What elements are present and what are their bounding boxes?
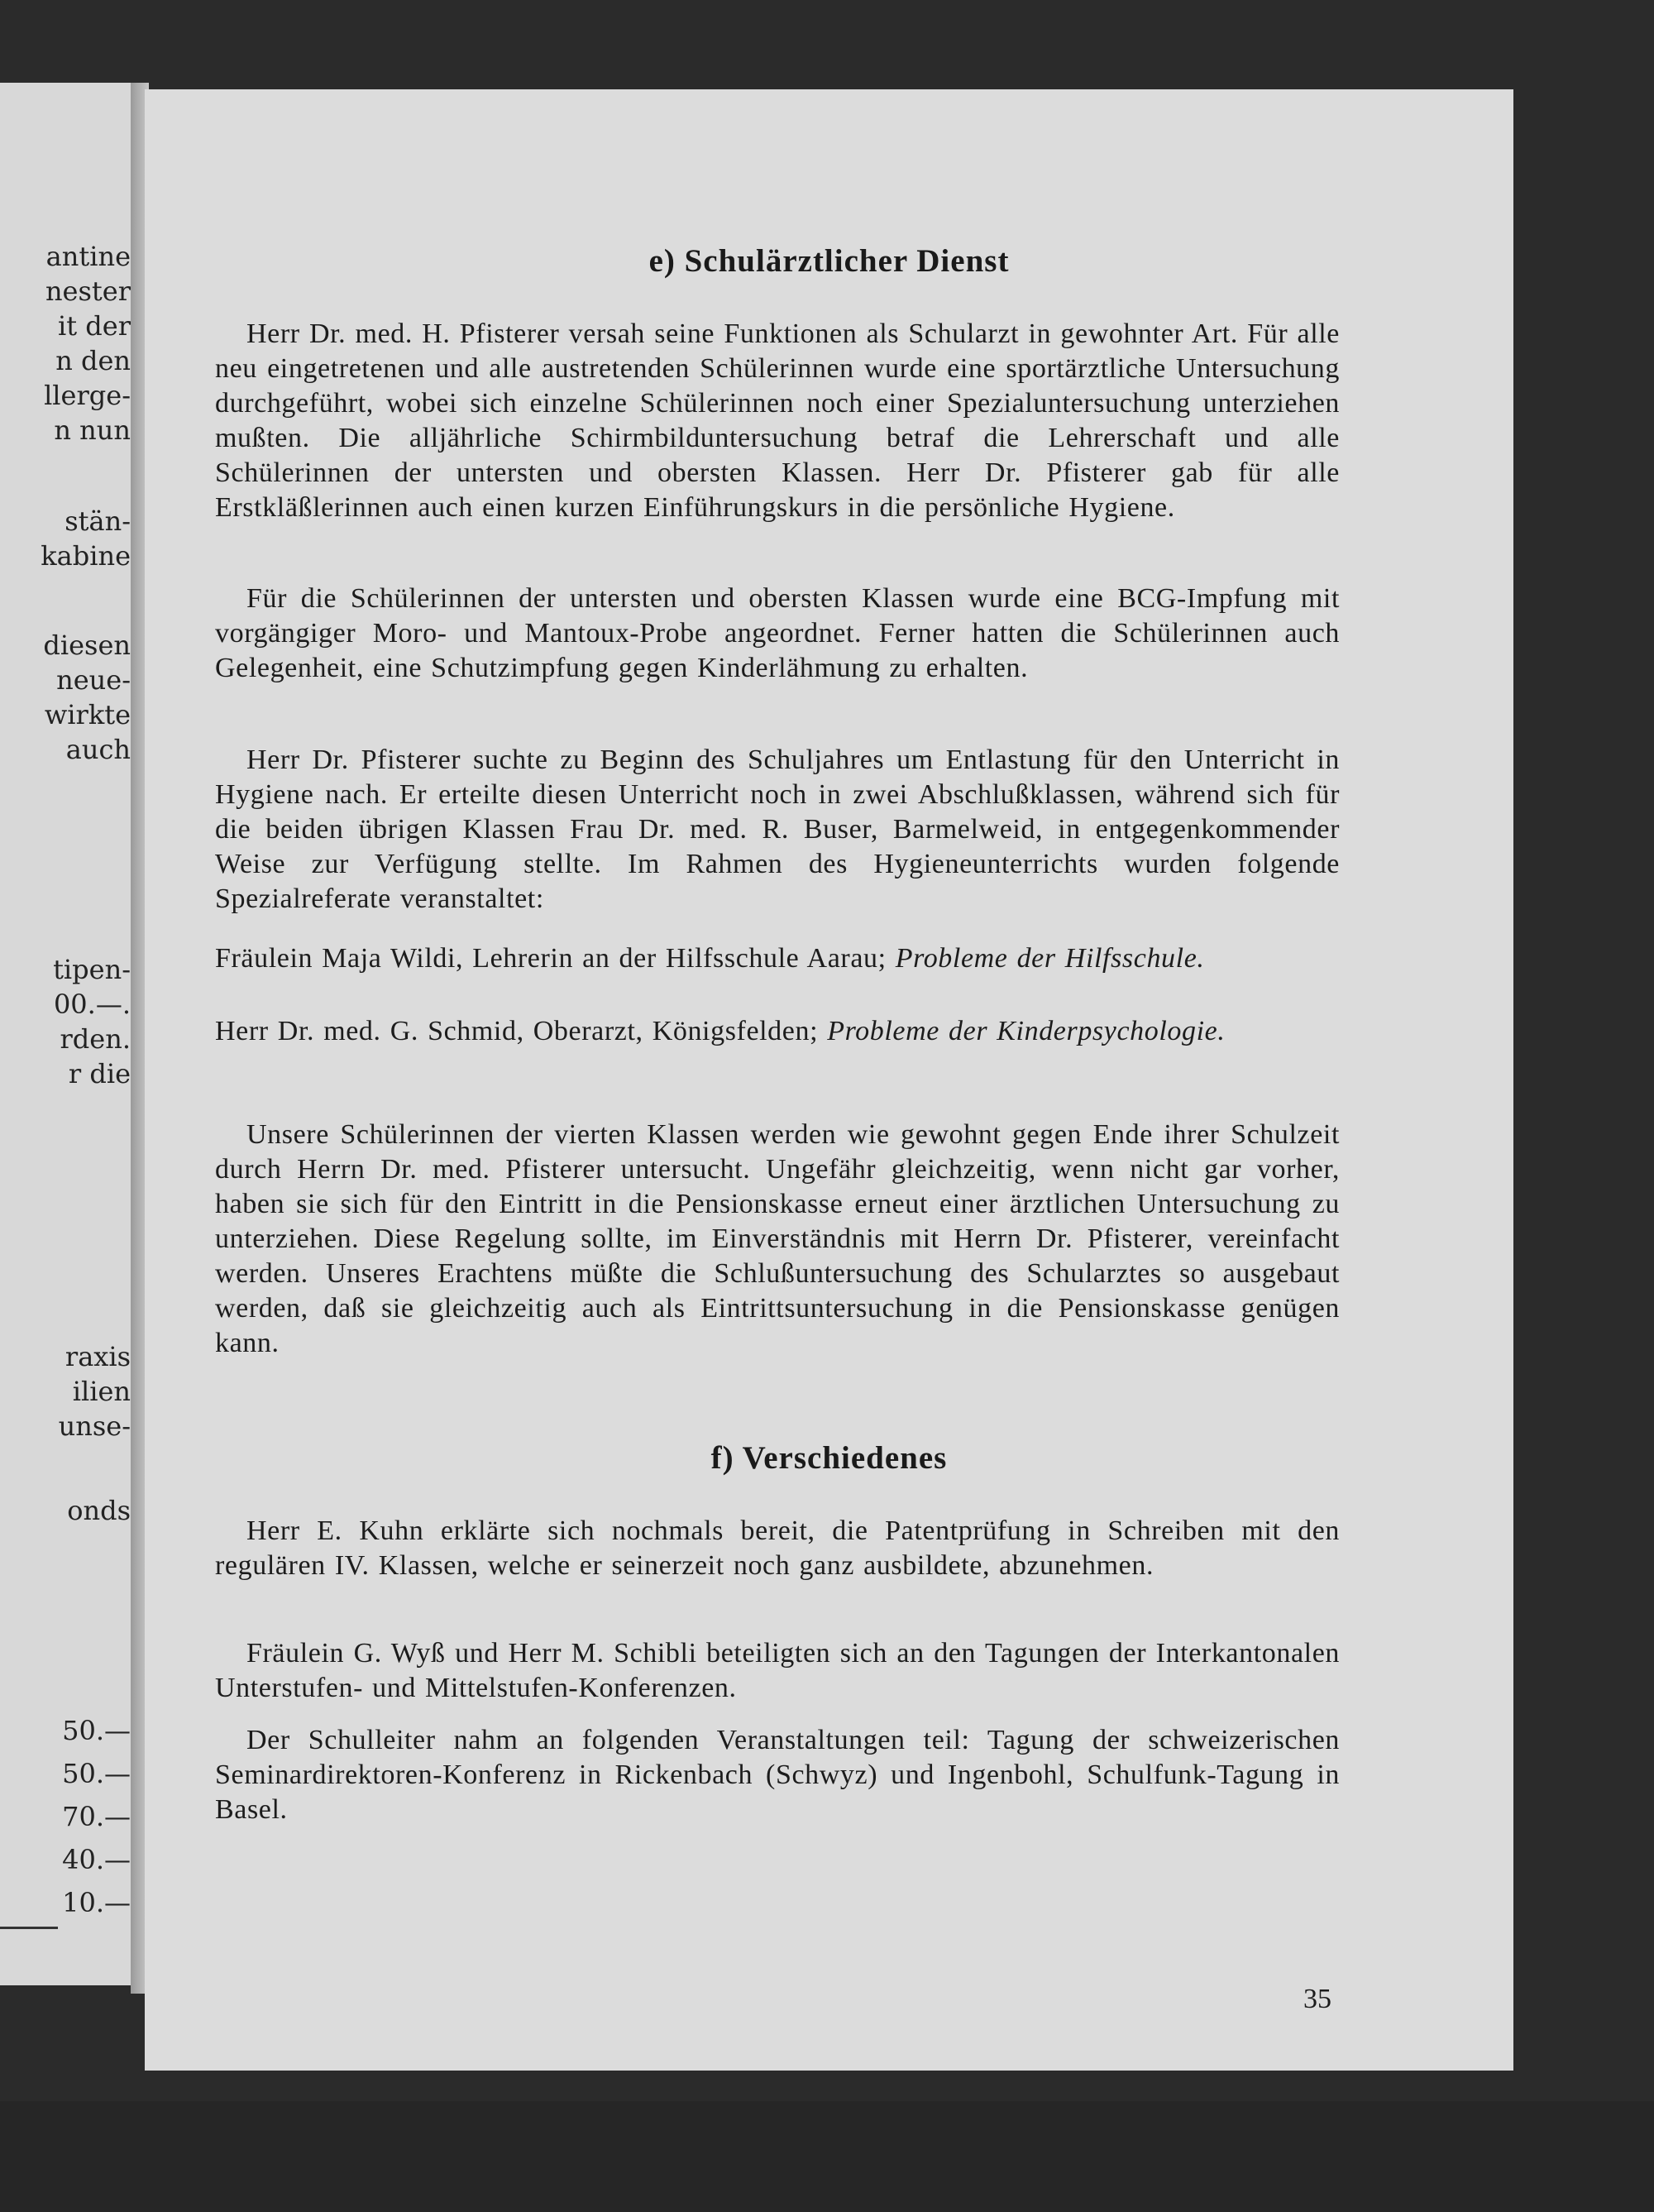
referat-2-topic: Probleme der Kinderpsychologie.	[827, 1016, 1226, 1046]
section-e-paragraph-1: Herr Dr. med. H. Pfisterer versah seine Funktionen als Schularzt in gewohnter Art. Für alle neu eingetretenen und alle austretenden Schülerinnen wurde eine sportärztliche Untersuchung durchgeführt, wobei sich einzelne Schülerinnen noch einer Spezialuntersuchung unterziehen mußten. Die alljährliche Schirmbilduntersuchung betraf die Lehrerschaft und alle Schülerinnen der untersten und obersten Klassen. Herr Dr. Pfisterer gab für alle Erstkläßlerinnen auch einen kurzen Einführungskurs in die persönliche Hygiene.	[215, 318, 1340, 523]
left-line: 40.—	[62, 1844, 131, 1875]
left-line: r die	[68, 1058, 131, 1089]
section-e-paragraph-3: Herr Dr. Pfisterer suchte zu Beginn des Schuljahres um Entlastung für den Unterricht in Hygiene nach. Er erteilte diesen Unterricht noch in zwei Abschlußklassen, während sich für die beiden übrigen Klassen Frau Dr. med. R. Buser, Barmelweid, in entgegenkommender Weise zur Verfügung stellte. Im Rahmen des Hygieneunterrichts wurden folgende Spezialreferate veranstaltet:	[215, 745, 1340, 914]
left-line: it der	[58, 310, 131, 342]
left-line: stän-	[65, 505, 131, 537]
left-line: neue-	[56, 664, 131, 696]
section-e-heading: e) Schulärztlicher Dienst	[648, 243, 1010, 279]
section-f-paragraph-3: Der Schulleiter nahm an folgenden Veranstaltungen teil: Tagung der schweizerischen Seminardirektoren-Konferenz in Rickenbach (Schwyz) und Ingenbohl, Schulfunk-Tagung in Basel.	[215, 1725, 1340, 1825]
left-line: llerge-	[44, 380, 131, 411]
referat-1-topic: Probleme der Hilfsschule.	[895, 943, 1205, 974]
left-line: unse-	[58, 1410, 131, 1442]
right-page	[145, 89, 1513, 2071]
left-line: 00.—.	[53, 989, 131, 1020]
section-e-paragraph-2: Für die Schülerinnen der untersten und obersten Klassen wurde eine BCG-Impfung mit vorgängiger Moro- und Mantoux-Probe angeordnet. Ferner hatten die Schülerinnen auch Gelegenheit, eine Schutzimpfung gegen Kinderlähmung zu erhalten.	[215, 583, 1340, 683]
left-line: auch	[65, 734, 131, 765]
section-f-paragraph-1: Herr E. Kuhn erklärte sich nochmals bereit, die Patentprüfung in Schreiben mit den regulären IV. Klassen, welche er seinerzeit noch ganz ausbildete, abzunehmen.	[215, 1515, 1340, 1581]
page-number: 35	[1303, 1984, 1331, 2014]
left-line: ilien	[72, 1376, 131, 1407]
referat-entry-1	[215, 941, 1371, 976]
left-line: 70.—	[62, 1801, 131, 1832]
left-line: onds	[67, 1495, 131, 1526]
background-band	[0, 2101, 1654, 2212]
left-line: antine	[45, 241, 131, 272]
left-line: n den	[55, 345, 131, 376]
left-line: tipen-	[53, 954, 131, 985]
left-line: n nun	[54, 414, 131, 446]
left-line: nester	[45, 275, 131, 307]
left-line: rden.	[60, 1023, 131, 1055]
sum-rule	[0, 1927, 58, 1929]
left-line: wirkte	[44, 699, 131, 730]
left-line: diesen	[43, 630, 131, 661]
left-line: 50.—	[62, 1758, 131, 1789]
referat-2-speaker: Herr Dr. med. G. Schmid, Oberarzt, Königsfelden;	[215, 1016, 819, 1046]
referat-entry-2	[215, 1014, 1371, 1049]
left-line: 10.—	[62, 1887, 131, 1918]
referat-1-speaker: Fräulein Maja Wildi, Lehrerin an der Hilfsschule Aarau;	[215, 943, 887, 974]
left-line: raxis	[65, 1341, 131, 1372]
section-e-paragraph-4: Unsere Schülerinnen der vierten Klassen werden wie gewohnt gegen Ende ihrer Schulzeit durch Herrn Dr. med. Pfisterer untersucht. Ungefähr gleichzeitig, wenn nicht gar vorher, haben sie sich für den Eintritt in die Pensionskasse erneut einer ärztlichen Untersuchung zu unterziehen. Diese Regelung sollte, im Einverständnis mit Herrn Dr. Pfisterer, vereinfacht werden. Unseres Erachtens müßte die Schlußuntersuchung des Schularztes so ausgebaut werden, daß sie gleichzeitig auch als Eintrittsuntersuchung in die Pensionskasse genügen kann.	[215, 1119, 1340, 1358]
left-line: 50.—	[62, 1715, 131, 1746]
left-line: kabine	[41, 540, 131, 572]
section-f-paragraph-2: Fräulein G. Wyß und Herr M. Schibli beteiligten sich an den Tagungen der Interkantonalen Unterstufen- und Mittelstufen-Konferenzen.	[215, 1638, 1340, 1703]
section-f-heading: f) Verschiedenes	[710, 1440, 948, 1476]
left-page-fragment	[0, 83, 132, 1985]
